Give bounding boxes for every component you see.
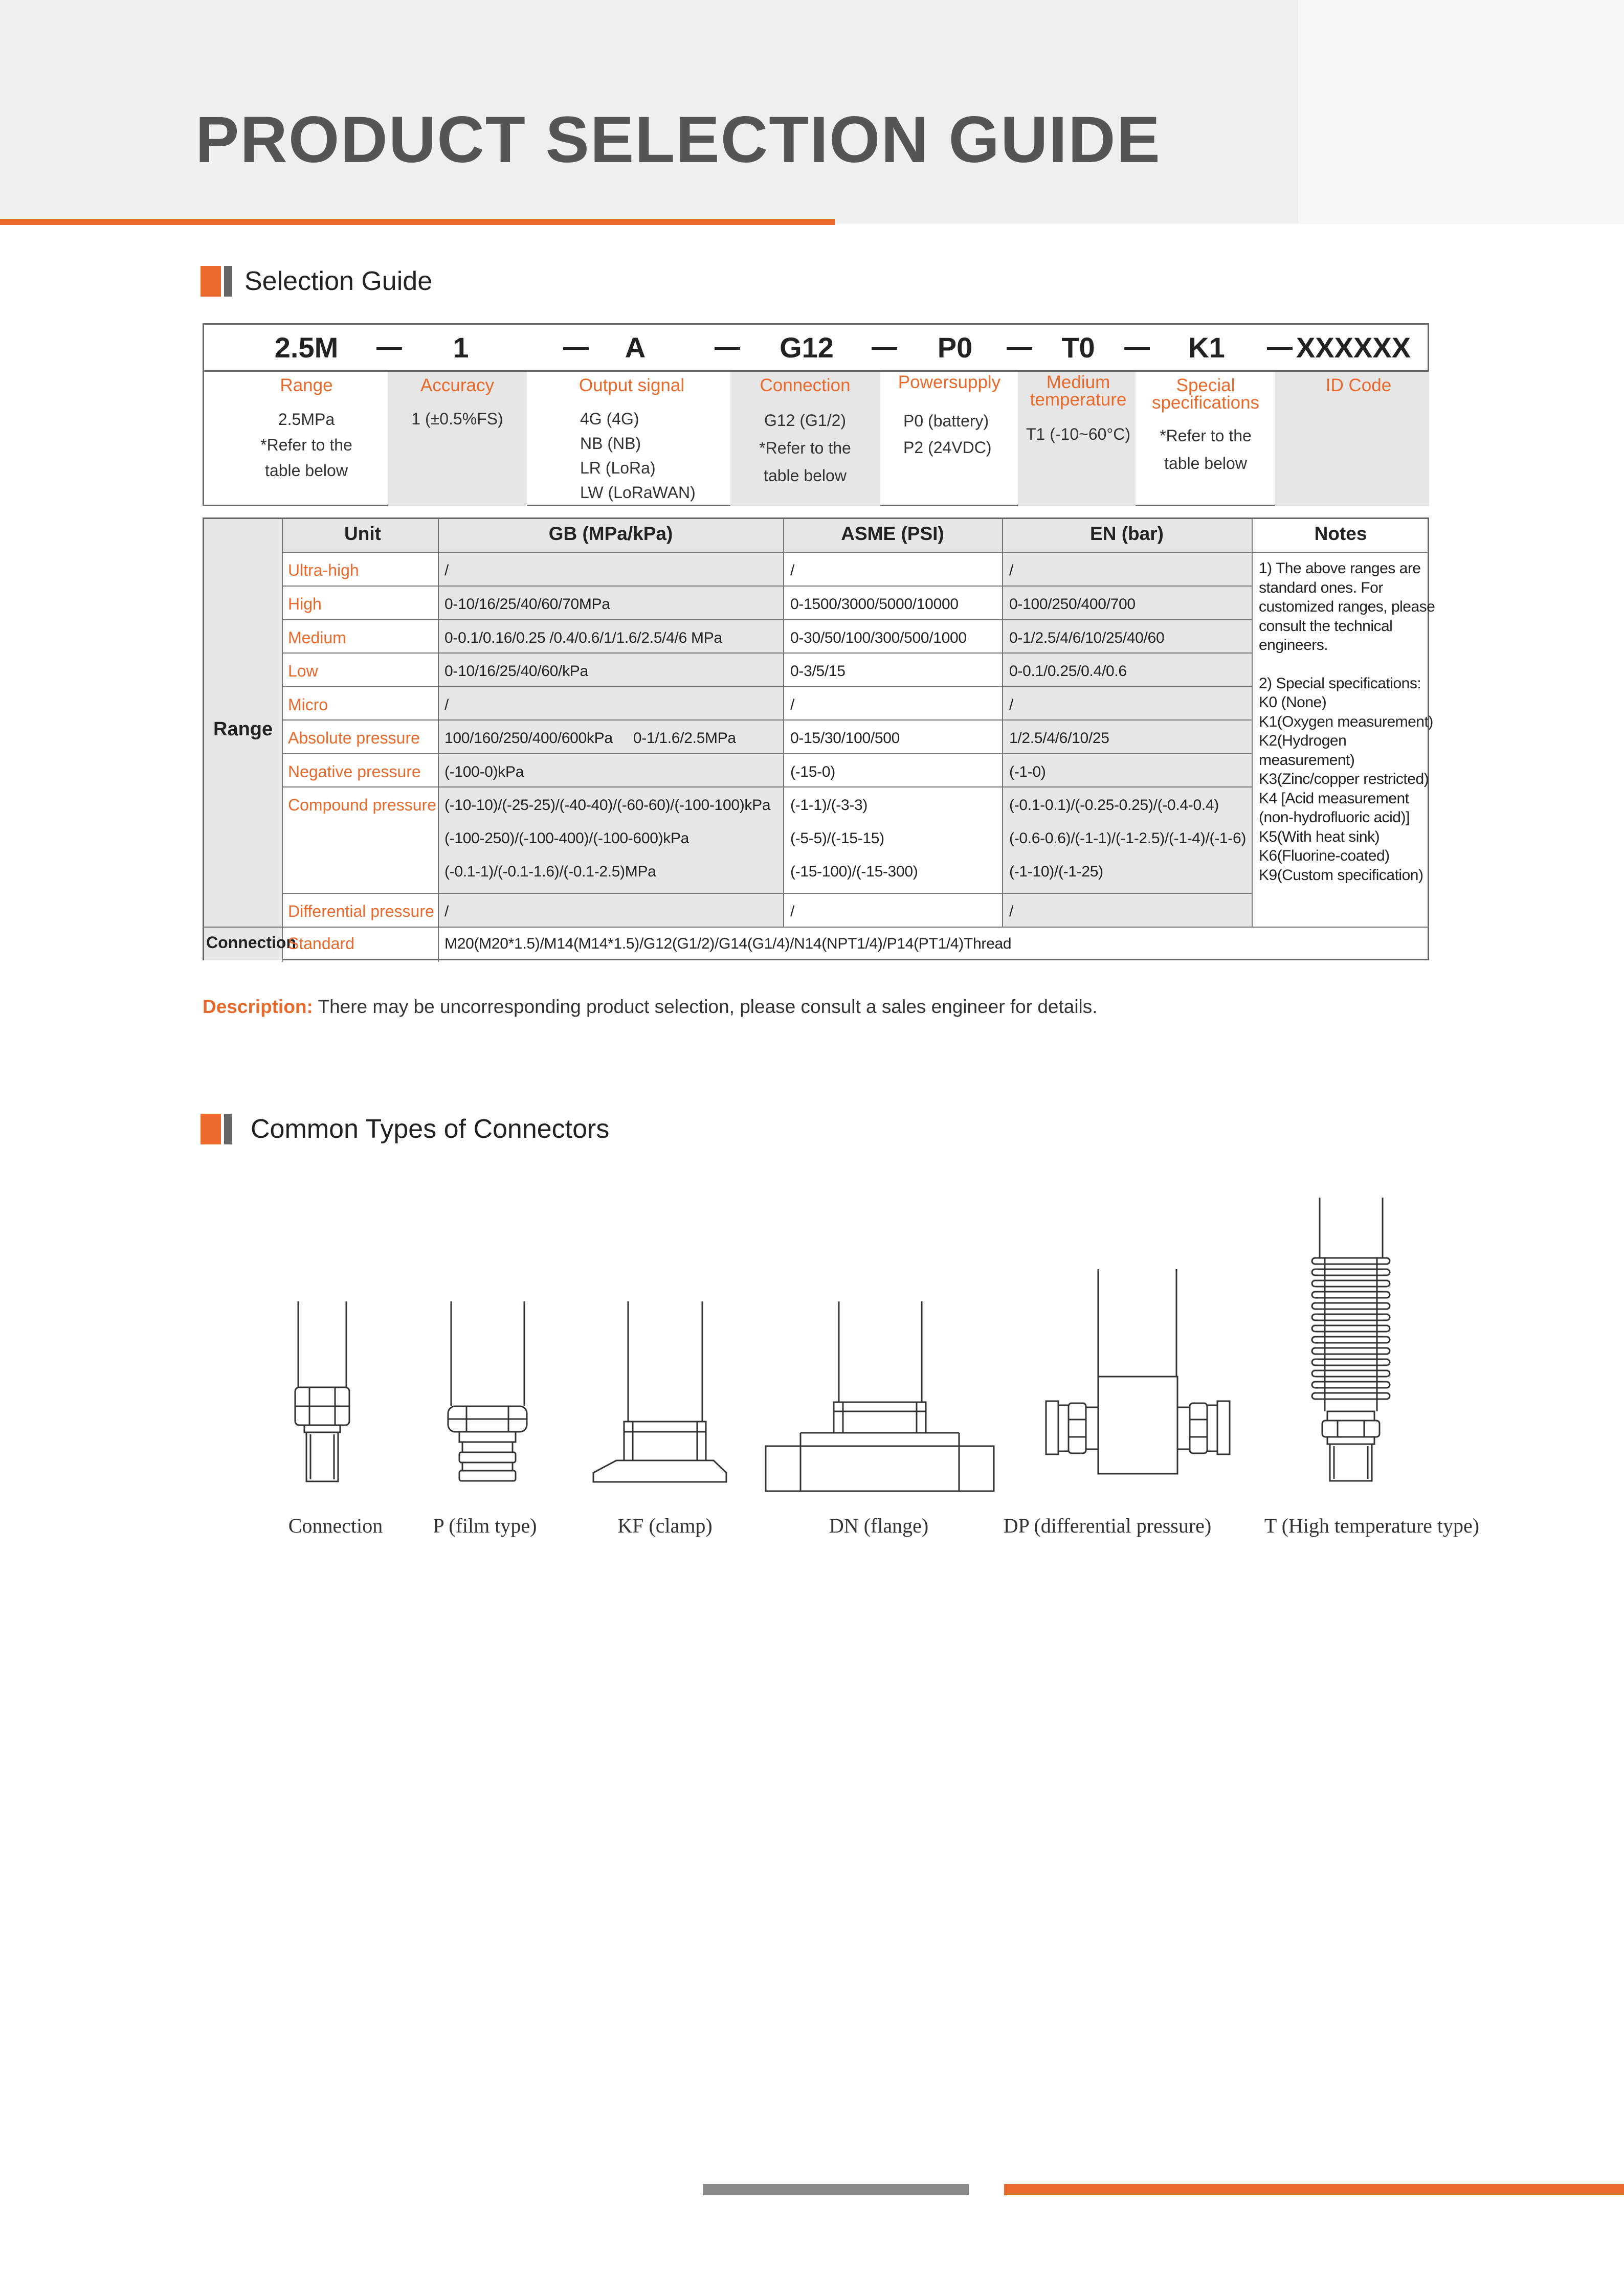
row-label: Ultra-high: [288, 561, 359, 579]
note-line: (non-hydrofluoric acid)]: [1259, 809, 1410, 826]
divider: [282, 552, 1429, 553]
code-dash: [715, 347, 740, 350]
side-label-connection: Connection: [206, 933, 296, 952]
cell-gb: 0-10/16/25/40/60/70MPa: [444, 596, 610, 613]
connector-label: DP (differential pressure): [1003, 1514, 1212, 1537]
section-marker-icon: [201, 266, 232, 297]
note-line: K0 (None): [1259, 694, 1327, 711]
header-gb: GB (MPa/kPa): [548, 523, 673, 544]
note-line: K9(Custom specification): [1259, 866, 1423, 884]
description-key: Description:: [203, 996, 313, 1017]
section-marker-icon: [201, 1114, 232, 1144]
row-label: Differential pressure: [288, 902, 434, 920]
notes-text: [1259, 559, 1433, 885]
divider: [1252, 519, 1253, 927]
column-label-special-specifications: [1152, 377, 1259, 412]
divider: [282, 686, 1252, 687]
section-heading-connectors: [201, 1114, 609, 1144]
code-dash: [376, 347, 402, 350]
row-label: Negative pressure: [288, 762, 421, 781]
header-unit: Unit: [344, 523, 381, 544]
connector-label: P (film type): [433, 1514, 537, 1537]
medium-temperature-values: [1026, 422, 1130, 446]
connector-label: Connection: [288, 1514, 383, 1537]
divider: [1002, 519, 1003, 927]
cell-en: (-0.6-0.6)/(-1-1)/(-1-2.5)/(-1-4)/(-1-6): [1009, 830, 1247, 847]
note-line: K5(With heat sink): [1259, 828, 1380, 845]
range-values: [260, 407, 352, 483]
connector-connection-drawing: [295, 1301, 349, 1481]
label-line: temperature: [1030, 390, 1127, 410]
note-line: K4 [Acid measurement: [1259, 790, 1409, 807]
connection-values: [759, 407, 851, 489]
column-label-range: Range: [280, 375, 333, 395]
code-segment: P0: [937, 331, 973, 364]
connection-row-label: Standard: [288, 934, 354, 953]
description-text: There may be uncorresponding product selection, please consult a sales engineer for details.: [318, 996, 1098, 1017]
value-line: *Refer to the: [1160, 426, 1252, 445]
cell-asme: /: [790, 696, 795, 713]
cell-en: /: [1009, 696, 1014, 713]
label-line: specifications: [1151, 393, 1260, 413]
cell-gb: 100/160/250/400/600kPa 0-1/1.6/2.5MPa: [444, 730, 736, 747]
column-label-accuracy: Accuracy: [420, 375, 494, 395]
cell-asme: (-15-100)/(-15-300): [790, 863, 918, 880]
cell-gb: 0-10/16/25/40/60/kPa: [444, 663, 588, 680]
section-heading-selection-guide: [201, 266, 432, 297]
cell-en: 0-0.1/0.25/0.4/0.6: [1009, 663, 1127, 680]
column-label-connection: Connection: [760, 375, 851, 395]
connector-differential-drawing: [1046, 1269, 1230, 1474]
row-label: Micro: [288, 695, 328, 714]
section-title: Selection Guide: [244, 266, 433, 296]
accuracy-values: [411, 407, 503, 431]
divider: [783, 519, 784, 927]
code-segment: K1: [1188, 331, 1225, 364]
connector-label: T (High temperature type): [1264, 1514, 1480, 1537]
section-title: Common Types of Connectors: [251, 1114, 610, 1144]
value-line: LR (LoRa): [580, 459, 656, 477]
model-code-row: [204, 325, 1428, 372]
page-title: PRODUCT SELECTION GUIDE: [195, 103, 1161, 176]
column-label-output-signal: Output signal: [579, 375, 685, 395]
code-segment: A: [625, 331, 646, 364]
note-line: K3(Zinc/copper restricted): [1259, 771, 1429, 787]
cell-gb: (-100-0)kPa: [444, 763, 524, 780]
side-label-range: Range: [213, 718, 273, 740]
note-line: K6(Fluorine-coated): [1259, 847, 1390, 864]
label-line: Special: [1176, 375, 1235, 395]
connector-clamp-drawing: [593, 1301, 726, 1482]
cell-en: (-1-10)/(-1-25): [1009, 863, 1103, 880]
connector-flange-drawing: [766, 1301, 994, 1491]
code-dash: [1267, 347, 1293, 350]
code-segment: T0: [1061, 331, 1095, 364]
note-line: 2) Special specifications:: [1259, 674, 1421, 692]
row-label: Medium: [288, 628, 346, 647]
code-segment: 1: [453, 331, 469, 364]
connection-row-value: M20(M20*1.5)/M14(M14*1.5)/G12(G1/2)/G14(G1/4)/N14(NPT1/4)/P14(PT1/4)Thread: [444, 935, 1012, 952]
note-line: measurement): [1259, 751, 1355, 769]
value-line: 1 (±0.5%FS): [411, 410, 503, 428]
cell-en: 1/2.5/4/6/10/25: [1009, 730, 1109, 747]
cell-en: /: [1009, 903, 1014, 920]
note-line: standard ones. For: [1259, 579, 1383, 596]
output-signal-values: [580, 407, 696, 505]
value-line: G12 (G1/2): [764, 411, 847, 430]
note-line: engineers.: [1259, 637, 1328, 654]
header-right-panel: [1298, 0, 1624, 224]
code-segment: 2.5M: [274, 331, 339, 364]
title-underline: [0, 219, 835, 225]
code-segment: XXXXXX: [1296, 331, 1411, 364]
cell-asme: 0-30/50/100/300/500/1000: [790, 629, 967, 646]
divider: [282, 652, 1252, 654]
header-asme: ASME (PSI): [841, 523, 944, 544]
cell-asme: 0-1500/3000/5000/10000: [790, 596, 959, 613]
column-label-id-code: ID Code: [1325, 375, 1392, 395]
header-notes: Notes: [1314, 523, 1367, 544]
connector-label: KF (clamp): [617, 1514, 713, 1537]
label-line: Medium: [1046, 372, 1110, 392]
cell-asme: (-5-5)/(-15-15): [790, 830, 884, 847]
row-label: Compound pressure: [288, 796, 436, 814]
cell-gb: /: [444, 562, 449, 579]
value-line: 4G (4G): [580, 410, 639, 428]
code-dash: [1124, 347, 1150, 350]
cell-asme: 0-3/5/15: [790, 663, 846, 680]
note-spacer: [1259, 655, 1433, 674]
cell-asme: (-1-1)/(-3-3): [790, 797, 868, 814]
value-line: P2 (24VDC): [903, 438, 992, 457]
code-dash: [563, 347, 589, 350]
cell-en: (-0.1-0.1)/(-0.25-0.25)/(-0.4-0.4): [1009, 797, 1219, 814]
cell-gb: /: [444, 903, 449, 920]
cell-asme: (-15-0): [790, 763, 835, 780]
divider: [282, 786, 1252, 787]
cell-en: (-1-0): [1009, 763, 1046, 780]
value-line: *Refer to the: [759, 439, 851, 457]
divider: [204, 927, 1429, 928]
value-line: LW (LoRaWAN): [580, 483, 696, 502]
connector-drawings: [0, 1176, 1624, 1514]
footer-gray-bar: [703, 2184, 969, 2195]
cell-en: /: [1009, 562, 1014, 579]
description: [203, 996, 1098, 1018]
column-label-powersupply: Powersupply: [898, 372, 1001, 392]
special-spec-values: [1160, 422, 1252, 477]
column-label-medium-temperature: [1030, 374, 1127, 409]
divider: [282, 586, 1252, 587]
note-line: consult the technical: [1259, 617, 1393, 635]
value-line: NB (NB): [580, 434, 641, 453]
header-en: EN (bar): [1090, 523, 1164, 544]
code-dash: [1007, 347, 1032, 350]
cell-gb: /: [444, 696, 449, 713]
row-label: Absolute pressure: [288, 729, 420, 747]
cell-gb: 0-0.1/0.16/0.25 /0.4/0.6/1/1.6/2.5/4/6 MPa: [444, 629, 722, 646]
note-line: customized ranges, please: [1259, 598, 1435, 615]
divider: [282, 719, 1252, 721]
cell-gb: (-0.1-1)/(-0.1-1.6)/(-0.1-2.5)MPa: [444, 863, 656, 880]
row-label: High: [288, 595, 322, 613]
code-segment: G12: [780, 331, 834, 364]
connector-label: DN (flange): [829, 1514, 929, 1537]
value-line: *Refer to the: [260, 436, 352, 454]
value-line: 2.5MPa: [278, 410, 335, 429]
connector-high-temperature-drawing: [1312, 1198, 1390, 1481]
powersupply-values: [903, 408, 992, 461]
row-label: Low: [288, 662, 318, 680]
cell-asme: /: [790, 903, 795, 920]
cell-gb: (-100-250)/(-100-400)/(-100-600)kPa: [444, 830, 689, 847]
footer-orange-bar: [1004, 2184, 1624, 2195]
note-line: K1(Oxygen measurement): [1259, 713, 1433, 730]
code-dash: [872, 347, 897, 350]
cell-asme: 0-15/30/100/500: [790, 730, 900, 747]
value-line: table below: [265, 461, 348, 480]
note-line: K2(Hydrogen: [1259, 732, 1347, 749]
range-table: [203, 517, 1435, 960]
value-line: table below: [1164, 454, 1247, 472]
divider: [282, 619, 1252, 620]
model-code-box: [203, 323, 1429, 506]
value-line: table below: [764, 466, 847, 485]
cell-en: 0-100/250/400/700: [1009, 596, 1136, 613]
note-line: 1) The above ranges are: [1259, 560, 1421, 577]
cell-asme: /: [790, 562, 795, 579]
value-line: P0 (battery): [903, 412, 989, 430]
divider: [282, 893, 1252, 894]
cell-en: 0-1/2.5/4/6/10/25/40/60: [1009, 629, 1165, 646]
connector-film-drawing: [448, 1301, 527, 1481]
cell-gb: (-10-10)/(-25-25)/(-40-40)/(-60-60)/(-100-100)kPa: [444, 797, 771, 814]
value-line: T1 (-10~60°C): [1026, 425, 1130, 443]
divider: [282, 753, 1252, 754]
